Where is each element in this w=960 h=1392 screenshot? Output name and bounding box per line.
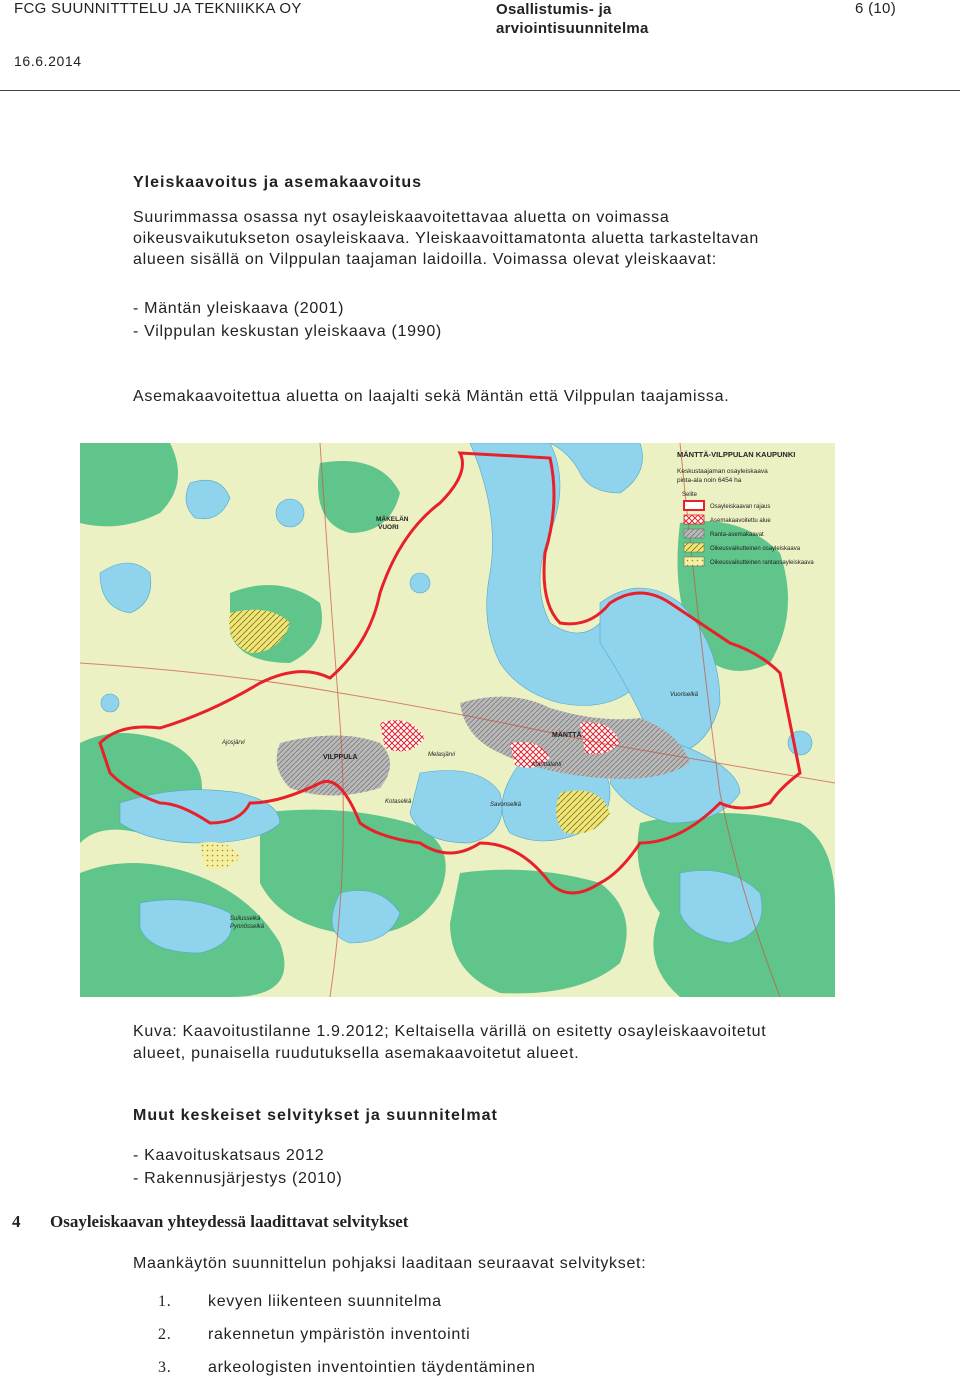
- place-vuoriselka: Vuoriselkä: [670, 692, 698, 698]
- map-subtitle-line2: pinta-ala noin 6454 ha: [677, 477, 742, 484]
- place-vilppula: VILPPULA: [323, 754, 358, 761]
- paragraph-zoning: [133, 207, 933, 270]
- list-text: arkeologisten inventointien täydentäminen: [208, 1359, 536, 1376]
- doc-title-line2: arviointisuunnitelma: [496, 20, 649, 37]
- list-number: 1.: [158, 1293, 172, 1310]
- place-manttalahti: Mänttälahti: [532, 762, 562, 768]
- zoning-map: [80, 443, 835, 997]
- studies-list-item: [158, 1293, 536, 1326]
- list-number: 3.: [158, 1359, 172, 1376]
- legend-swatch-boundary: [684, 501, 704, 510]
- place-makelan-2: VUORI: [378, 524, 399, 531]
- map-caption: [133, 1021, 933, 1065]
- doc-title-line1: Osallistumis- ja: [496, 1, 612, 18]
- header-company: FCG SUUNNITTTELU JA TEKNIIKKA OY: [14, 0, 302, 17]
- legend-label-detailed: Asemakaavoitettu alue: [710, 518, 771, 524]
- list-number: 2.: [158, 1326, 172, 1343]
- chapter-number: 4: [12, 1212, 21, 1231]
- legend-swatch-legal-master: [684, 543, 704, 552]
- list-text: kevyen liikenteen suunnitelma: [208, 1293, 442, 1310]
- legend-label-legal-shore: Oikeusvaikutteinen rantaosayleiskaava: [710, 560, 814, 566]
- place-mantta: MÄNTTÄ: [552, 732, 582, 739]
- paragraph-detailed-plans: Asemakaavoitettua aluetta on laajalti sekä Mäntän että Vilppulan taajamissa.: [133, 388, 730, 405]
- studies-list-item: [158, 1326, 536, 1359]
- map-title: MÄNTTÄ-VILPPULAN KAUPUNKI: [677, 450, 796, 459]
- place-suliusselka: Suliusselkä: [230, 916, 261, 922]
- header-document-title: [496, 0, 756, 38]
- plan-list-item: - Vilppulan keskustan yleiskaava (1990): [133, 323, 442, 340]
- paragraph-line: alueen sisällä on Vilppulan taajaman laidoilla. Voimassa olevat yleiskaavat:: [133, 251, 717, 268]
- place-makelan-1: MÄKELÄN: [376, 516, 409, 523]
- other-studies-item: - Kaavoituskatsaus 2012: [133, 1147, 325, 1164]
- legend-label-boundary: Osayleiskaavan rajaus: [710, 504, 771, 510]
- place-pynnosselka: Pynnösselkä: [230, 924, 265, 930]
- place-melasjarvi: Melasjärvi: [428, 752, 456, 758]
- section-heading-other-studies: Muut keskeiset selvitykset ja suunnitelmat: [133, 1107, 498, 1124]
- studies-ordered-list: [158, 1293, 536, 1392]
- other-studies-item: - Rakennusjärjestys (2010): [133, 1170, 343, 1187]
- header-page-number: 6 (10): [855, 0, 896, 17]
- chapter-heading-4: [12, 1212, 408, 1232]
- header-rule: [0, 90, 960, 91]
- list-text: rakennetun ympäristön inventointi: [208, 1326, 471, 1343]
- legend-label-shore: Ranta-asemakaavat: [710, 532, 764, 538]
- legend-title: Selite: [682, 492, 698, 498]
- plan-list-item: - Mäntän yleiskaava (2001): [133, 300, 345, 317]
- header-date: 16.6.2014: [14, 53, 82, 69]
- caption-line: Kuva: Kaavoitustilanne 1.9.2012; Keltaisella värillä on esitetty osayleiskaavoitetut: [133, 1023, 767, 1040]
- place-kotaselka: Kotaselkä: [385, 799, 412, 805]
- paragraph-studies-intro: Maankäytön suunnittelun pohjaksi laaditaan seuraavat selvitykset:: [133, 1255, 647, 1272]
- legend-swatch-shore: [684, 529, 704, 538]
- place-ajosjarvi: Ajosjärvi: [222, 740, 245, 746]
- other-studies-list: [133, 1145, 342, 1191]
- legend-swatch-legal-shore: [684, 557, 704, 566]
- map-subtitle-line1: Keskustaajaman osayleiskaava: [677, 468, 768, 475]
- plan-list: [133, 298, 442, 344]
- caption-line: alueet, punaisella ruudutuksella asemakaavoitetut alueet.: [133, 1045, 580, 1062]
- paragraph-line: oikeusvaikutukseton osayleiskaava. Yleiskaavoittamatonta aluetta tarkasteltavan: [133, 230, 760, 247]
- paragraph-line: Suurimmassa osassa nyt osayleiskaavoitettavaa aluetta on voimassa: [133, 209, 670, 226]
- section-heading-zoning: Yleiskaavoitus ja asemakaavoitus: [133, 174, 423, 191]
- legend-label-legal-master: Oikeusvaikutteinen osayleiskaava: [710, 546, 801, 552]
- place-savonselka: Savonselkä: [490, 802, 522, 808]
- chapter-title: Osayleiskaavan yhteydessä laadittavat selvitykset: [50, 1212, 409, 1231]
- studies-list-item: [158, 1359, 536, 1392]
- legend-swatch-detailed: [684, 515, 704, 524]
